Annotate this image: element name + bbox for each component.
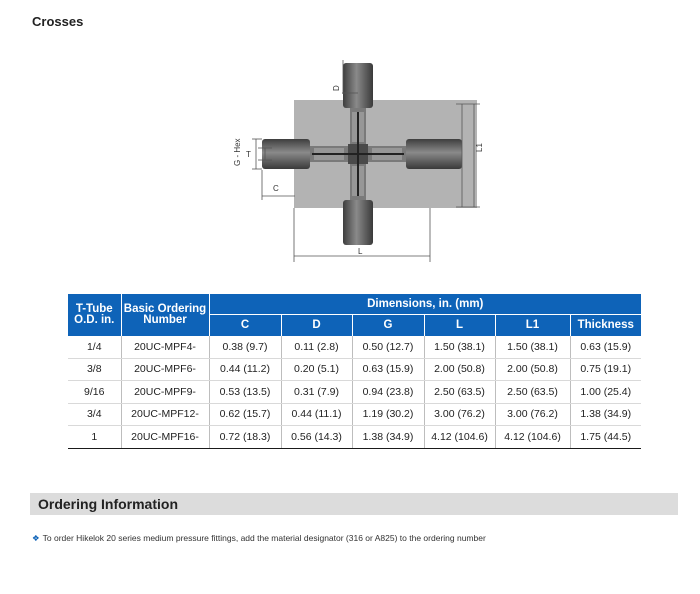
- dim-label-c: C: [273, 184, 279, 193]
- table-cell: 0.94 (23.8): [352, 381, 424, 404]
- table-cell: 9/16: [68, 381, 121, 404]
- table-cell: 1.00 (25.4): [570, 381, 641, 404]
- ordering-information-title: Ordering Information: [38, 496, 178, 512]
- header-dimensions-group: Dimensions, in. (mm): [209, 294, 641, 315]
- header-dim-d: D: [281, 315, 352, 337]
- table-cell: 0.53 (13.5): [209, 381, 281, 404]
- dimensions-table: [68, 294, 641, 449]
- header-dim-thickness: Thickness: [570, 315, 641, 337]
- ordering-note: [32, 533, 486, 544]
- ordering-note-text: To order Hikelok 20 series medium pressure fittings, add the material designator (316 or A825) to the ordering number: [42, 533, 486, 543]
- table-cell: 1/4: [68, 336, 121, 358]
- table-cell: 0.63 (15.9): [570, 336, 641, 358]
- table-cell: 1.38 (34.9): [352, 426, 424, 449]
- table-cell: 0.44 (11.1): [281, 403, 352, 426]
- table-cell: 20UC-MPF16-: [121, 426, 209, 449]
- table-cell: 20UC-MPF12-: [121, 403, 209, 426]
- table-cell: 1.50 (38.1): [424, 336, 495, 358]
- table-cell: 2.00 (50.8): [495, 358, 570, 381]
- table-cell: 0.62 (15.7): [209, 403, 281, 426]
- table-cell: 0.75 (19.1): [570, 358, 641, 381]
- table-cell: 1.38 (34.9): [570, 403, 641, 426]
- table-cell: 0.56 (14.3): [281, 426, 352, 449]
- table-row: [68, 358, 641, 381]
- table-row: [68, 336, 641, 358]
- header-dim-l: L: [424, 315, 495, 337]
- table-cell: 4.12 (104.6): [424, 426, 495, 449]
- table-cell: 1.75 (44.5): [570, 426, 641, 449]
- header-ordering-number: Basic Ordering Number: [121, 294, 209, 336]
- table-cell: 4.12 (104.6): [495, 426, 570, 449]
- header-dim-l1: L1: [495, 315, 570, 337]
- table-cell: 2.50 (63.5): [424, 381, 495, 404]
- table-cell: 0.20 (5.1): [281, 358, 352, 381]
- dim-label-g-hex: G - Hex: [233, 138, 242, 166]
- header-dim-g: G: [352, 315, 424, 337]
- table-row: [68, 426, 641, 449]
- table-cell: 20UC-MPF6-: [121, 358, 209, 381]
- table-cell: 0.63 (15.9): [352, 358, 424, 381]
- table-cell: 20UC-MPF9-: [121, 381, 209, 404]
- header-dim-c: C: [209, 315, 281, 337]
- table-cell: 0.50 (12.7): [352, 336, 424, 358]
- dim-label-l: L: [358, 247, 363, 256]
- table-cell: 0.11 (2.8): [281, 336, 352, 358]
- dim-label-t: T: [246, 150, 251, 159]
- table-cell: 1.50 (38.1): [495, 336, 570, 358]
- header-tube-od: T-Tube O.D. in.: [68, 294, 121, 336]
- page-heading: Crosses: [32, 14, 84, 29]
- table-cell: 20UC-MPF4-: [121, 336, 209, 358]
- table-row: [68, 381, 641, 404]
- table-cell: 3.00 (76.2): [495, 403, 570, 426]
- table-cell: 3/8: [68, 358, 121, 381]
- table-cell: 0.44 (11.2): [209, 358, 281, 381]
- ordering-information-bar: [30, 493, 678, 515]
- table-cell: 2.50 (63.5): [495, 381, 570, 404]
- table-cell: 3/4: [68, 403, 121, 426]
- table-row: [68, 403, 641, 426]
- table-cell: 0.72 (18.3): [209, 426, 281, 449]
- dim-label-d: D: [332, 85, 341, 91]
- table-cell: 0.31 (7.9): [281, 381, 352, 404]
- cross-fitting-drawing: [0, 0, 700, 290]
- table-cell: 3.00 (76.2): [424, 403, 495, 426]
- table-cell: 1: [68, 426, 121, 449]
- diamond-bullet-icon: ❖: [32, 533, 40, 543]
- table-cell: 1.19 (30.2): [352, 403, 424, 426]
- table-cell: 2.00 (50.8): [424, 358, 495, 381]
- table-cell: 0.38 (9.7): [209, 336, 281, 358]
- dim-label-l1: L1: [475, 143, 484, 152]
